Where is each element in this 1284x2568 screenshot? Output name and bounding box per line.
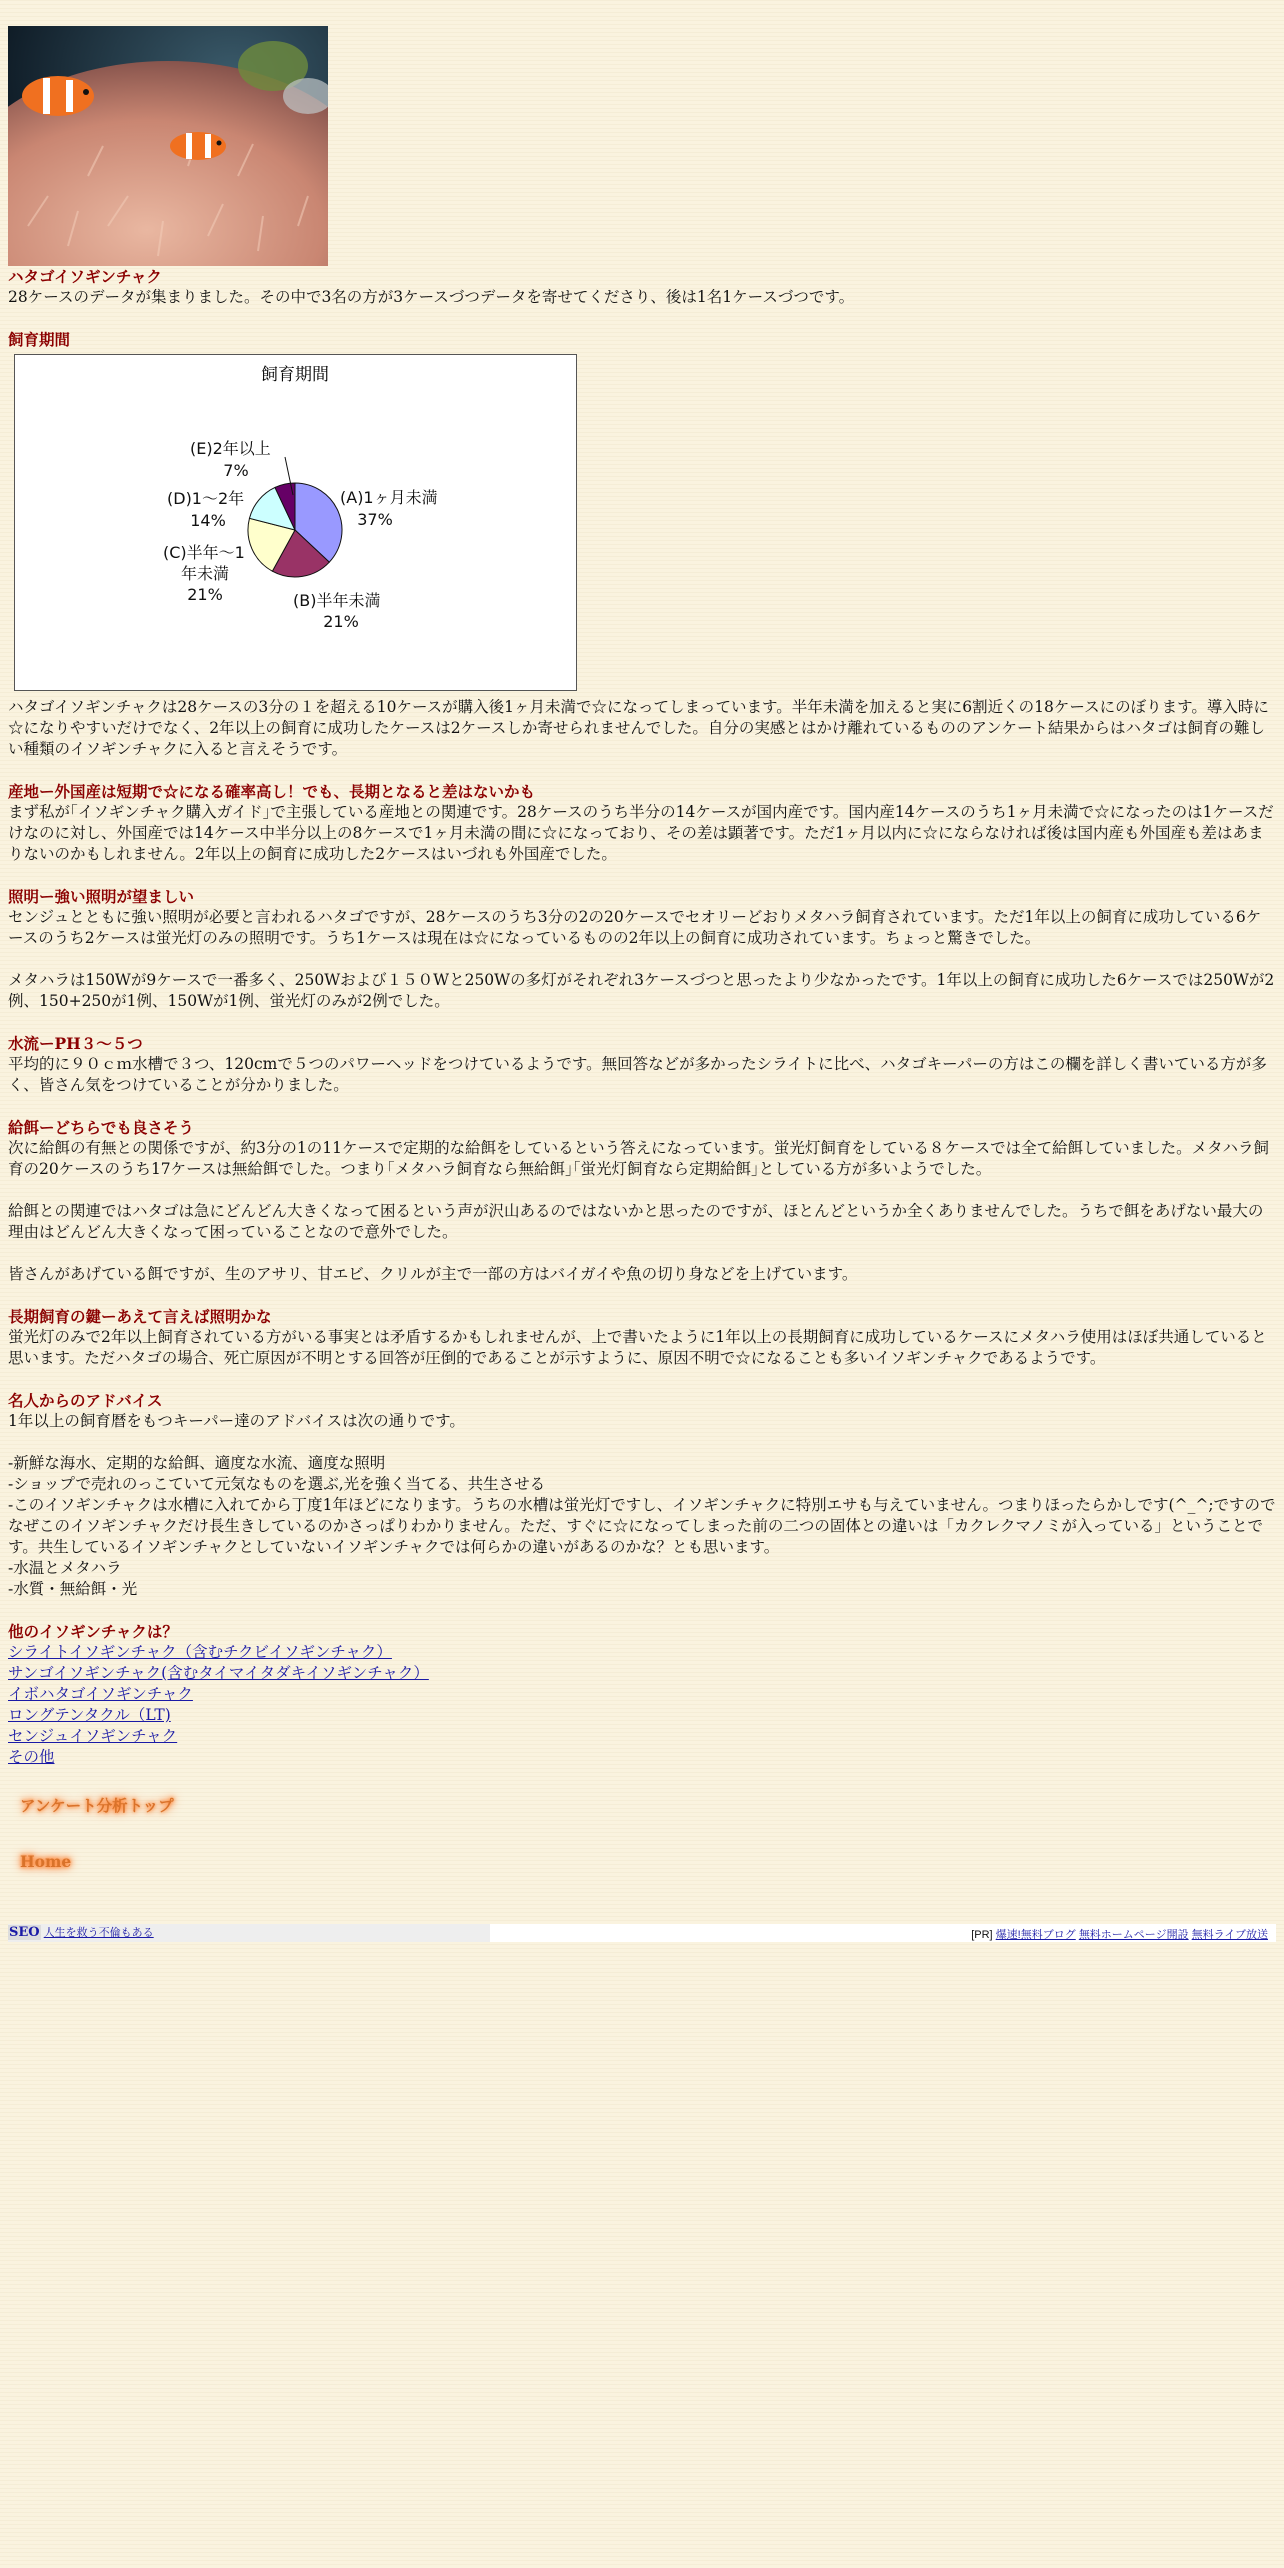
advice-item: -水温とメタハラ [8,1559,122,1577]
chart-title: 飼育期間 [261,365,329,385]
section-heading-period: 飼育期間 [8,330,71,349]
light-paragraph-2: メタハラは150Wが9ケースで一番多く、250Wおよび１５０Wと250Wの多灯がそれぞれ3ケースづつと思ったより少なかったです。1年以上の飼育に成功した6ケースでは250Wが2例、150+250が1例、150Wが1例、蛍光灯のみが2例でした。 [8,971,1275,1010]
label-b-name: (B)半年未満 [293,591,381,610]
feed-paragraph-1: 次に給餌の有無との関係ですが、約3分の1の11ケースで定期的な給餌をしているという答えになっています。蛍光灯飼育をしている８ケースでは全て給餌していました。メタハラ飼育の20ケースのうち17ケースは無給餌でした。つまり｢メタハラ飼育なら無給餌｣｢蛍光灯飼育なら定期給餌｣としている方が多いようでした。 [8,1139,1270,1178]
footer-link-live[interactable]: 無料ライブ放送 [1191,1929,1268,1941]
label-d-pct: 14% [190,511,226,530]
intro-text: 28ケースのデータが集まりました。その中で3名の方が3ケースづつデータを寄せてくださり、後は1名1ケースづつです。 [8,288,855,306]
section-heading-long-term: 長期飼育の鍵ーあえて言えば照明かな [8,1307,272,1326]
feed-paragraph-2: 給餌との関連ではハタゴは急にどんどん大きくなって困るという声が沢山あるのではないかと思ったのですが、ほとんどというか全くありませんでした。うちで餌をあげない最大の理由はどんどん大きくなって困っていることなので意外でした。 [8,1202,1264,1241]
seo-text-link[interactable]: 人生を救う不倫もある [43,1927,154,1939]
clownfish-1 [22,76,94,116]
clownfish-2 [170,132,226,160]
pie-chart-svg [15,355,576,690]
other-anemone-links [8,1642,1276,1768]
seo-link[interactable]: SEO [9,1925,40,1940]
label-e-name: (E)2年以上 [190,439,271,458]
advice-item: -このイソギンチャクは水槽に入れてから丁度1年ほどになります。うちの水槽は蛍光灯ですし、イソギンチャクに特別エサも与えていません。つまりほったらかしです(^_^;ですのでなぜこのイソギンチャクだけ長生きしているのかさっぱりわかりません。ただ、すぐに☆になってしまった前の二つの固体との違いは「カクレクマノミが入っている」ということです。共生しているイソギンチャクとしていないイソギンチャクでは何らかの違いがあるのかな？とも思います。 [8,1496,1276,1556]
footer-left [8,1924,490,1942]
label-d-name: (D)1〜2年 [167,489,245,508]
advice-item: -水質・無給餌・光 [8,1580,138,1598]
link-sango[interactable]: サンゴイソギンチャク(含むタイマイタダキイソギンチャク） [8,1664,429,1682]
light-paragraph-1: センジュとともに強い照明が必要と言われるハタゴですが、28ケースのうち3分の2の20ケースでセオリーどおりメタハラ飼育されています。ただ1年以上の飼育に成功している6ケースのうち2ケースは蛍光灯のみの照明です。うち1ケースは現在は☆になっているものの2年以上の飼育に成功されています。ちょっと驚きでした。 [8,908,1262,947]
link-shiraito[interactable]: シライトイソギンチャク（含むチクビイソギンチャク） [8,1643,392,1661]
period-paragraph: ハタゴイソギンチャクは28ケースの3分の１を超える10ケースが購入後1ヶ月未満で☆になってしまっています。半年未満を加えると実に6割近くの18ケースにのぼります。導入時に☆になりやすいだけでなく、2年以上の飼育に成功したケースは2ケースしか寄せられませんでした。自分の実感とはかけ離れているもののアンケート結果からはハタゴは飼育の難しい種類のイソギンチャクに入ると言えそうです。 [8,698,1269,758]
advice-item: -ショップで売れのっこていて元気なものを選ぶ,光を強く当てる、共生させる [8,1475,546,1493]
section-heading-light: 照明ー強い照明が望ましい [8,887,195,906]
section-heading-feed: 給餌ーどちらでも良さそう [8,1118,194,1137]
survey-top-link[interactable]: アンケート分析トップ [20,1796,174,1815]
footer-link-blog[interactable]: 爆速!無料ブログ [995,1929,1076,1941]
period-pie-chart [14,354,577,691]
main-content [8,26,1276,1871]
origin-paragraph: まず私が｢イソギンチャク購入ガイド｣で主張している産地との関連です。28ケースのうち半分の14ケースが国内産です。国内産14ケースのうち1ヶ月未満で☆になったのは1ケースだけなのに対し、外国産では14ケース中半分以上の8ケースで1ヶ月未満の間に☆になっており、その差は顕著です。ただ1ヶ月以内に☆にならなければ後は国内産も外国産も差はあまりないのかもしれません。2年以上の飼育に成功した2ケースはいづれも外国産でした。 [8,803,1274,863]
footer-link-homepage[interactable]: 無料ホームページ開設 [1078,1929,1189,1941]
section-heading-flow: 水流ーPH３～５つ [8,1034,143,1053]
link-long-tentacle[interactable]: ロングテンタクル（LT) [8,1706,171,1724]
footer-right [971,1926,1268,1942]
section-heading-advice: 名人からのアドバイス [8,1391,163,1410]
label-c-name-2: 年未満 [180,564,230,583]
link-senju[interactable]: センジュイソギンチャク [8,1727,178,1745]
page-title: ハタゴイソギンチャク [8,267,162,286]
advice-item: -新鮮な海水、定期的な給餌、適度な水流、適度な照明 [8,1454,386,1472]
long-term-paragraph: 蛍光灯のみで2年以上飼育されている方がいる事実とは矛盾するかもしれませんが、上で書いたように1年以上の長期飼育に成功しているケースにメタハラ使用はほぼ共通していると思います。ただハタゴの場合、死亡原因が不明とする回答が圧倒的であることが示すように、原因不明で☆になることも多いイソギンチャクであるようです。 [8,1328,1267,1367]
link-other[interactable]: その他 [8,1748,55,1766]
label-b-pct: 21% [323,612,359,631]
label-a-name: (A)1ヶ月未満 [340,488,438,507]
label-c-pct: 21% [187,585,223,604]
section-heading-origin: 産地ー外国産は短期で☆になる確率高し！でも、長期となると差はないかも [8,782,536,801]
footer-ad-bar [8,1924,1276,1942]
flow-paragraph: 平均的に９０ｃｍ水槽で３つ、120cmで５つのパワーヘッドをつけているようです。無回答などが多かったシライトに比べ、ハタゴキーパーの方はこの欄を詳しく書いている方が多く、皆さん気をつけていることが分かりました。 [8,1055,1267,1094]
label-a-pct: 37% [357,510,393,529]
clownfish-photo [8,26,328,266]
label-c-name-1: (C)半年〜1 [163,543,245,562]
home-link[interactable]: Home [20,1852,72,1871]
advice-intro: 1年以上の飼育暦をもつキーパー達のアドバイスは次の通りです。 [8,1412,465,1430]
label-e-pct: 7% [223,461,249,480]
feed-paragraph-3: 皆さんがあげている餌ですが、生のアサリ、甘エビ、クリルが主で一部の方はバイガイや魚の切り身などを上げています。 [8,1265,858,1283]
section-heading-other: 他のイソギンチャクは？ [8,1622,178,1641]
pr-label: [PR] [971,1929,993,1941]
link-ibohatago[interactable]: イボハタゴイソギンチャク [8,1685,193,1703]
